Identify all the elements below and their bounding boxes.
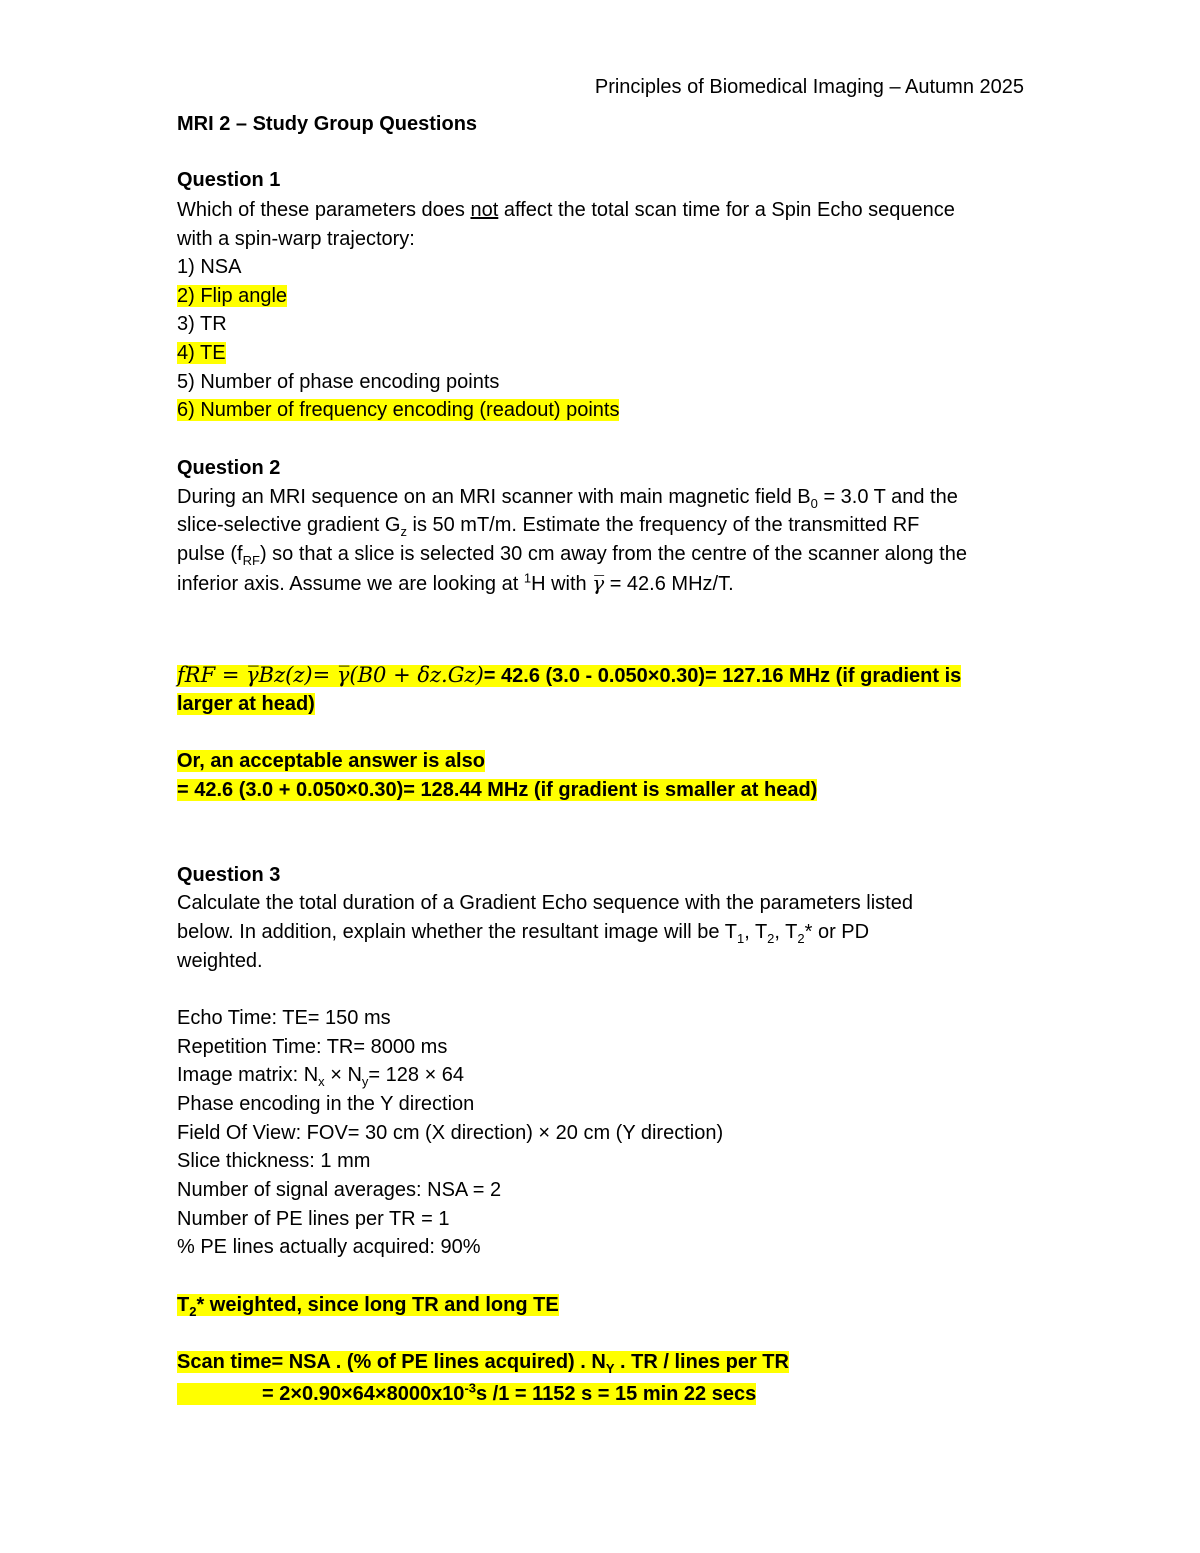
- q2-formula: fRF = γ̅Bz(z)= γ̅(B0 + δz.Gz): [177, 663, 484, 687]
- q2-answer-line1-highlight: [177, 665, 961, 687]
- q3-matrix-y: y: [361, 1074, 369, 1089]
- q3-scan-a: Scan time= NSA . (% of PE lines acquired) . N: [177, 1351, 606, 1373]
- q3-scan-highlight: [177, 1351, 789, 1376]
- q1-option-4: [177, 340, 226, 366]
- q1-option-3: 3) TR: [177, 313, 227, 335]
- q3-w-sub: 2: [189, 1304, 197, 1319]
- q2-l1sub: 0: [810, 496, 818, 511]
- q2-l1b: = 3.0 T and the: [817, 486, 958, 508]
- course-header: Principles of Biomedical Imaging – Autumn 2025: [594, 76, 1024, 98]
- q1-option-6-text: 6) Number of frequency encoding (readout) points: [177, 399, 620, 421]
- param-pe-lines: Number of PE lines per TR = 1: [177, 1208, 450, 1230]
- document-title: MRI 2 – Study Group Questions: [177, 113, 478, 135]
- q3-matrix-x: x: [318, 1074, 325, 1089]
- q3-matrix-c: = 128 × 64: [368, 1064, 465, 1086]
- q1-prompt-b: affect the total scan time for a Spin Echo sequence: [498, 199, 955, 221]
- q3-weighting-highlight: [177, 1294, 559, 1319]
- q3-line1: Calculate the total duration of a Gradient Echo sequence with the parameters listed: [177, 892, 913, 914]
- q3-l2c: , T: [774, 921, 798, 943]
- q2-line3: [177, 541, 967, 567]
- q2-l2a: slice-selective gradient G: [177, 514, 401, 536]
- q3-sub1: 1: [736, 931, 745, 946]
- q3-calc-sup: -3: [464, 1380, 476, 1396]
- q2-alt-line2: [177, 777, 817, 803]
- q3-line3: weighted.: [177, 950, 263, 972]
- q3-l2b: , T: [744, 921, 768, 943]
- q1-option-1: 1) NSA: [177, 256, 242, 278]
- q3-calc-a: = 2×0.90×64×8000x10: [262, 1383, 465, 1405]
- q3-scan-time-calc: [177, 1381, 756, 1407]
- q3-line2: [177, 919, 869, 945]
- q3-l2a: below. In addition, explain whether the resultant image will be T: [177, 921, 737, 943]
- q1-option-5: 5) Number of phase encoding points: [177, 371, 500, 393]
- q2-ans1a: = 42.6 (3.0 - 0.050×0.30)= 127.16 MHz (if gradient is: [483, 665, 962, 687]
- q2-l4b: H with: [531, 573, 593, 595]
- param-nsa: Number of signal averages: NSA = 2: [177, 1179, 502, 1201]
- q2-heading: Question 2: [177, 457, 281, 479]
- q3-w-b: * weighted, since long TR and long TE: [196, 1294, 559, 1316]
- q1-prompt-not: not: [470, 199, 499, 221]
- q1-option-2-text: 2) Flip angle: [177, 285, 288, 307]
- q1-option-2: [177, 283, 287, 309]
- q3-calc-highlight: [177, 1380, 757, 1405]
- q2-line1: [177, 484, 958, 510]
- param-repetition-time: Repetition Time: TR= 8000 ms: [177, 1036, 448, 1058]
- q2-answer-line1: [177, 662, 961, 689]
- q2-ans2a: Or, an acceptable answer is also: [177, 750, 485, 772]
- q1-option-6: [177, 397, 619, 423]
- param-fov: Field Of View: FOV= 30 cm (X direction) × 20 cm (Y direction): [177, 1122, 724, 1144]
- q2-l2b: is 50 mT/m. Estimate the frequency of the transmitted RF: [406, 514, 920, 536]
- q1-option-4-text: 4) TE: [177, 342, 226, 364]
- q2-l2sub: z: [400, 524, 407, 539]
- q3-matrix-a: Image matrix: N: [177, 1064, 319, 1086]
- q1-prompt-a: Which of these parameters does: [177, 199, 471, 221]
- q1-prompt-line1: [177, 197, 955, 223]
- q2-l3a: pulse (f: [177, 543, 243, 565]
- q3-scan-b: . TR / lines per TR: [614, 1351, 789, 1373]
- q2-l3b: ) so that a slice is selected 30 cm away from the centre of the scanner along the: [259, 543, 967, 565]
- q2-line2: [177, 512, 919, 538]
- q2-ans2b: = 42.6 (3.0 + 0.050×0.30)= 128.44 MHz (if gradient is smaller at head): [177, 779, 818, 801]
- q3-sub2b: 2: [797, 931, 805, 946]
- q3-matrix-b: × N: [324, 1064, 362, 1086]
- q1-heading: Question 1: [177, 169, 281, 191]
- q2-l4sup: 1: [523, 570, 532, 586]
- q2-l1a: During an MRI sequence on an MRI scanner with main magnetic field B: [177, 486, 811, 508]
- q3-scan-sub: Y: [605, 1361, 615, 1376]
- q2-alt-line1: [177, 748, 485, 774]
- q2-l3sub: RF: [242, 553, 260, 568]
- param-pe-percent: % PE lines actually acquired: 90%: [177, 1236, 481, 1258]
- q2-l4c: = 42.6 MHz/T.: [604, 573, 734, 595]
- q3-heading: Question 3: [177, 864, 281, 886]
- q3-calc-b: s /1 = 1152 s = 15 min 22 secs: [476, 1383, 757, 1405]
- q2-line4: [177, 570, 734, 597]
- q3-w-a: T: [177, 1294, 190, 1316]
- param-phase-encoding: Phase encoding in the Y direction: [177, 1093, 475, 1115]
- q3-scan-time-formula: [177, 1349, 789, 1375]
- q1-prompt-line2: with a spin-warp trajectory:: [177, 228, 415, 250]
- q3-sub2a: 2: [767, 931, 775, 946]
- q3-weighting-answer: [177, 1292, 559, 1318]
- q2-answer-line2: [177, 691, 315, 717]
- param-echo-time: Echo Time: TE= 150 ms: [177, 1007, 391, 1029]
- q2-l4a: inferior axis. Assume we are looking at: [177, 573, 524, 595]
- q2-ans1b: larger at head): [177, 693, 315, 715]
- q3-l2d: * or PD: [804, 921, 870, 943]
- param-slice-thickness: Slice thickness: 1 mm: [177, 1150, 371, 1172]
- param-image-matrix: [177, 1062, 464, 1088]
- gamma-symbol: γ̅: [592, 571, 605, 595]
